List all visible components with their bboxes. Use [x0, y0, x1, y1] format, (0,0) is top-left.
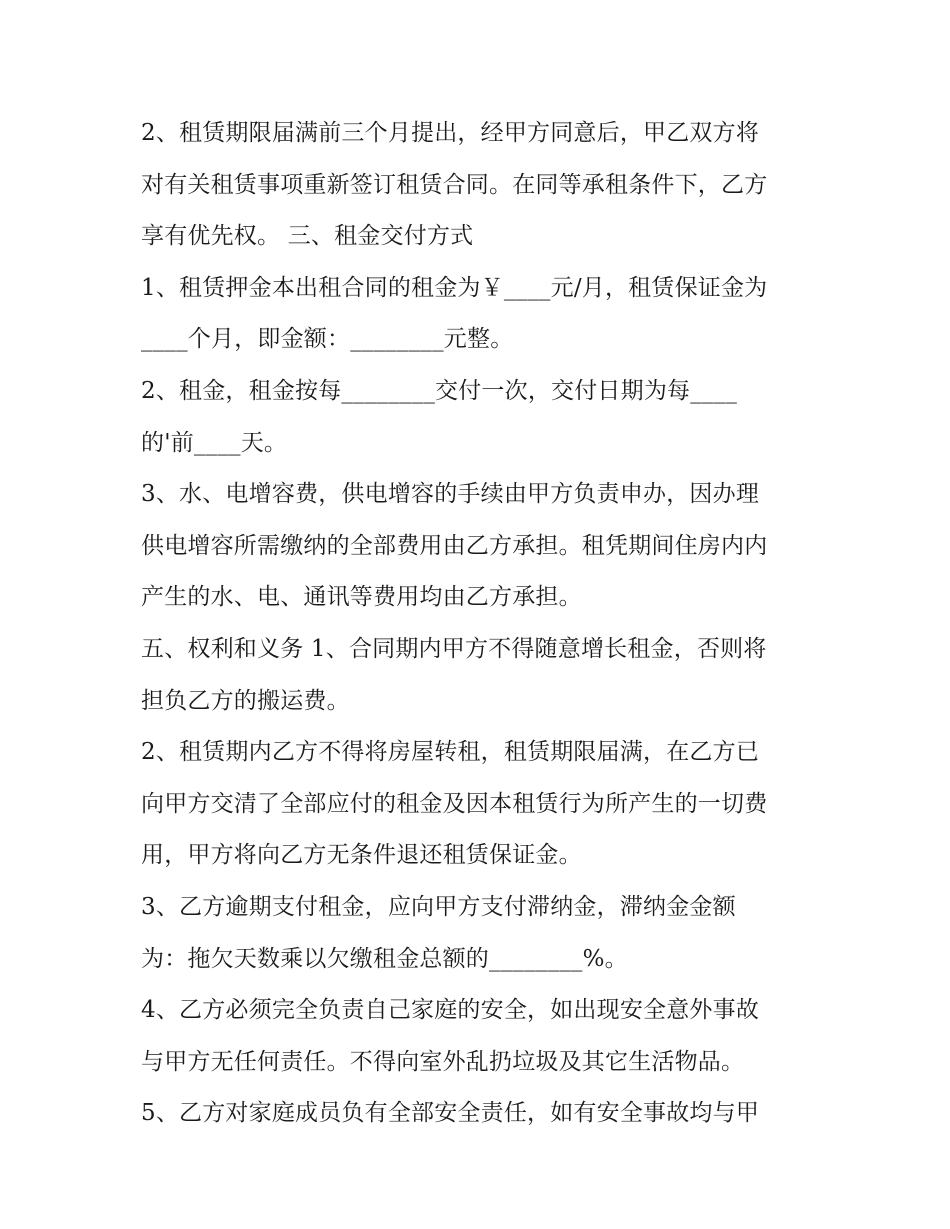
text-line: 2、租赁期内乙方不得将房屋转租，租赁期限届满，在乙方已: [141, 739, 760, 766]
text-line: 1、租赁押金本出租合同的租金为￥____元/月，租赁保证金为: [141, 274, 768, 301]
text-line: 为：拖欠天数乘以欠缴租金总额的________%。: [141, 945, 628, 972]
text-line: 担负乙方的搬运费。: [141, 687, 350, 714]
text-line: 2、租赁期限届满前三个月提出，经甲方同意后，甲乙双方将: [141, 120, 760, 146]
text-line: 4、乙方必须完全负责自己家庭的安全，如出现安全意外事故: [141, 997, 760, 1024]
text-line: 的'前____天。: [141, 429, 288, 456]
text-line: 享有优先权。 三、租金交付方式: [141, 223, 474, 250]
text-line: 对有关租赁事项重新签订租赁合同。在同等承租条件下，乙方: [141, 171, 768, 198]
text-line: 5、乙方对家庭成员负有全部安全责任，如有安全事故均与甲: [141, 1100, 760, 1127]
text-line: 3、水、电增容费，供电增容的手续由甲方负责申办，因办理: [141, 481, 760, 508]
text-line: 与甲方无任何责任。不得向室外乱扔垃圾及其它生活物品。: [141, 1048, 745, 1075]
text-line: 2、租金，租金按每________交付一次，交付日期为每____: [141, 377, 738, 404]
text-line: 向甲方交清了全部应付的租金及因本租赁行为所产生的一切费: [141, 790, 768, 817]
text-line: 用，甲方将向乙方无条件退还租赁保证金。: [141, 842, 582, 869]
text-line: 产生的水、电、通讯等费用均由乙方承担。: [141, 584, 582, 611]
text-line: 五、权利和义务 1、合同期内甲方不得随意增长租金，否则将: [141, 635, 767, 662]
text-line: 3、乙方逾期支付租金，应向甲方支付滞纳金，滞纳金金额: [141, 893, 736, 920]
text-line: 供电增容所需缴纳的全部费用由乙方承担。租凭期间住房内内: [141, 532, 768, 559]
document-body: [141, 108, 821, 1140]
text-line: ____个月，即金额：________元整。: [141, 326, 514, 353]
